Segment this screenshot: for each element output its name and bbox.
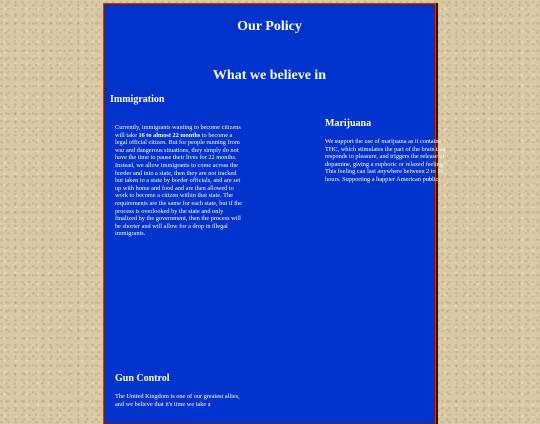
immigration-text	[115, 124, 243, 238]
immigration-text-end: to become a legal official citizen. But for people running from war and dangerous situations, they simply do not have the time to pause their lives for 22 months. Instead, we allow immigrants to come across the border and into a state, then they are not tracked but taken to a state by border officials, and are set up with home and food and are then allowed to work to become a citizen within that state. The requirements are the same for each state, but if the process is overlooked by the state and only finalized by the government, then the process will be shorter and will allow for a drop in illegal immigrants.	[115, 131, 242, 238]
immigration-duration: 16 to almost 22 months	[138, 131, 201, 139]
gun-control-text: The United Kingdom is one of our greatest allies, and we believe that it's time we take a	[115, 393, 240, 408]
section-title: What we believe in	[212, 68, 327, 83]
immigration-heading: Immigration	[110, 94, 165, 105]
page-title: Our Policy	[237, 19, 302, 34]
policy-panel	[104, 4, 446, 424]
marijuana-text: We support the use of marijuana as it contains THC, which stimulates the part of the brain that responds to pleasure, and triggers the release of dopamine, giving a euphoric or relaxed feeling. This feeling can last anywhere between 2 to 10 hours. Supporting a happier American public.	[325, 138, 446, 183]
immigration-text-start: Currently, immigrants wanting to become citizens will take	[115, 124, 241, 139]
marijuana-heading: Marijuana	[325, 118, 372, 129]
gun-control-heading: Gun Control	[115, 373, 170, 384]
